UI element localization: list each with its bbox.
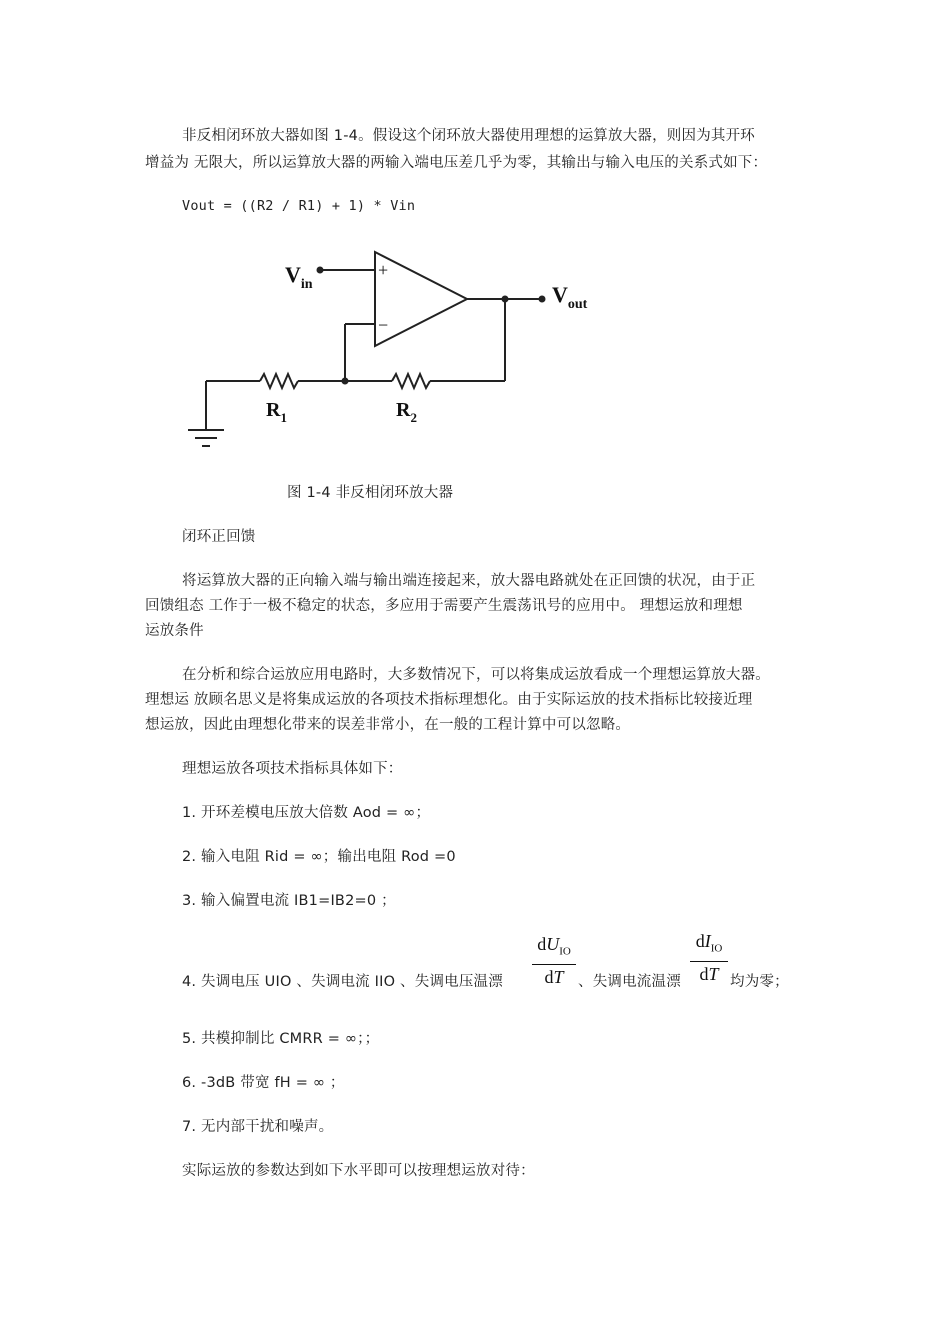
vin-label: $V_{in}$ [285, 262, 313, 292]
minus-input-label: − [378, 315, 389, 335]
vout-label: $V_{out}$ [552, 282, 588, 312]
paragraph-3-line-2: 理想运 放顾名思义是将集成运放的各项技术指标理想化。由于实际运放的技术指标比较接近理 [145, 692, 753, 708]
list-item-4-part-2: 、失调电流温漂 [578, 974, 681, 990]
closing-paragraph: 实际运放的参数达到如下水平即可以按理想运放对待： [182, 1163, 535, 1179]
r1-label: $R_1$ [266, 399, 287, 425]
list-item-2: 2. 输入电阻 Rid = ∞；输出电阻 Rod =0 [182, 849, 456, 865]
op-amp-triangle [375, 252, 467, 346]
vout-terminal [539, 296, 546, 303]
r2-resistor [392, 374, 430, 388]
formula-vout: Vout = ((R2 / R1) + 1) * Vin [182, 198, 416, 214]
paragraph-1-line-1: 非反相闭环放大器如图 1-4。假设这个闭环放大器使用理想的运算放大器，则因为其开环 [182, 128, 755, 144]
list-item-3: 3. 输入偏置电流 IB1=IB2=0 ； [182, 893, 396, 909]
offset-voltage-drift-fraction: $dU_{IO}$ dT [532, 933, 576, 988]
r2-label: $R_2$ [396, 399, 417, 425]
list-item-1: 1. 开环差模电压放大倍数 Aod = ∞； [182, 805, 431, 821]
figure-caption: 图 1-4 非反相闭环放大器 [287, 485, 454, 501]
list-item-4-part-1: 4. 失调电压 UIO 、失调电流 IIO 、失调电压温漂 [182, 974, 503, 990]
plus-input-label: + [378, 260, 389, 280]
non-inverting-amplifier-circuit [180, 238, 600, 458]
paragraph-1-line-2: 增益为 无限大，所以运算放大器的两输入端电压差几乎为零，其输出与输入电压的关系式如下： [145, 155, 768, 171]
paragraph-2-line-3: 运放条件 [145, 623, 204, 639]
vin-terminal [317, 267, 324, 274]
section-heading-positive-feedback: 闭环正回馈 [182, 529, 256, 545]
r1-resistor [260, 374, 298, 388]
paragraph-2-line-1: 将运算放大器的正向输入端与输出端连接起来，放大器电路就处在正回馈的状况，由于正 [182, 573, 756, 589]
list-item-6: 6. -3dB 带宽 fH = ∞ ； [182, 1075, 345, 1091]
paragraph-3-line-1: 在分析和综合运放应用电路时，大多数情况下，可以将集成运放看成一个理想运算放大器。 [182, 667, 770, 683]
list-intro: 理想运放各项技术指标具体如下： [182, 761, 403, 777]
output-node [502, 296, 509, 303]
list-item-7: 7. 无内部干扰和噪声。 [182, 1119, 334, 1135]
paragraph-3-line-3: 想运放，因此由理想化带来的误差非常小，在一般的工程计算中可以忽略。 [145, 717, 631, 733]
feedback-junction [342, 378, 349, 385]
list-item-5: 5. 共模抑制比 CMRR = ∞；； [182, 1031, 380, 1047]
offset-current-drift-fraction: $dI_{IO}$ dT [690, 930, 728, 985]
paragraph-2-line-2: 回馈组态 工作于一极不稳定的状态，多应用于需要产生震荡讯号的应用中。 理想运放和理想 [145, 598, 743, 614]
list-item-4-part-3: 均为零； [730, 974, 789, 990]
